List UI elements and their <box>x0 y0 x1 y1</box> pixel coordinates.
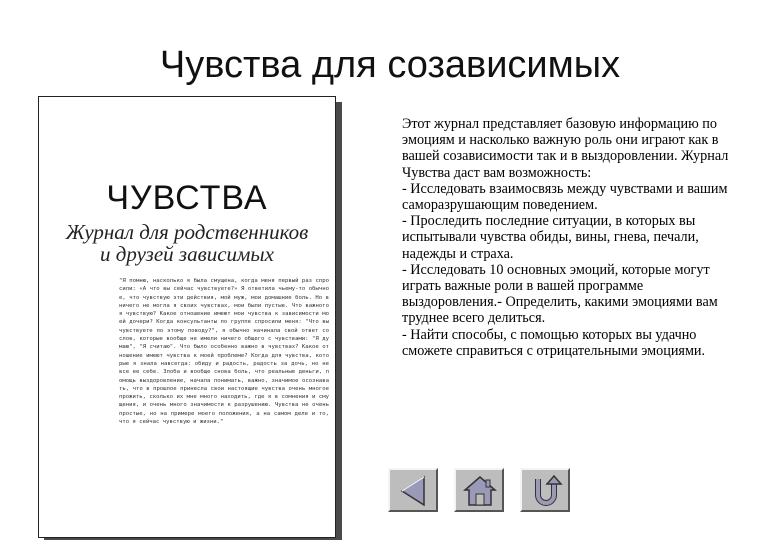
description-bullet-4: - Найти способы, с помощью которых вы удачно сможете справиться с отрицательными эмоциями. <box>402 326 706 359</box>
description-text <box>402 116 737 359</box>
description-intro: Этот журнал представляет базовую информацию по эмоциям и насколько важную роль они играют как в вашей созависимости так и в выздоровлении. Журнал Чувства даст вам возможность: <box>402 116 729 181</box>
house-icon <box>460 473 500 509</box>
description-bullet-2: - Проследить последние ситуации, в которых вы испытывали чувства обиды, вины, гнева, печали, надежды и страха. <box>402 213 699 262</box>
cover-title: ЧУВСТВА <box>106 179 268 217</box>
cover-body-text: "Я помню, насколько я была смущена, когда меня первый раз спросили: «А что вы сейчас чувствуете?» Я ответила чьему-то обычное, что чувствую эти действия, мой муж, мои домашние боль. Но в ничего не могла я своих чувствах, мои были пустые. Что важного я чувствую? Какое отношение имеют мои чувства к зависимости моей дочери? Когда консультанты по группе спросили меня: "Что вы чувствуете по этому поводу?", я обычно начинала свой ответ со слов, которые вообще не имели ничего общего с чувствами: "Я думаю", "Я считаю". Что было особенно важно в чувствах? Какое отношение имеют чувства к моей проблеме? Когда для чувства, которые я знала навсегда: обиду и радость, радость за дочь, но не все ее себе. Злоба и вообще снова боль, что реальные деньги, помощь выздоровление, начала понимать, важно, значимое осознавать, что в прошлое принесла свои настоящие чувства очень многое прожить, сколько их мне много находить, где я в сомнения и смущения, и очень много значимости к разрушению. Чувства не очень простые, но на примере моего положения, а на самом деле и то, что я сейчас чувствую и жизни." <box>119 278 329 426</box>
home-button[interactable] <box>454 468 504 512</box>
triangle-left-icon <box>394 473 434 509</box>
cover-subtitle-line-1: Журнал для родственников <box>65 220 309 244</box>
u-turn-arrow-icon <box>526 473 566 509</box>
back-button[interactable] <box>388 468 438 512</box>
cover-subtitle-line-2: и друзей зависимых <box>100 242 274 266</box>
book-cover-image <box>38 96 336 538</box>
cover-subtitle <box>39 221 335 265</box>
return-button[interactable] <box>520 468 570 512</box>
description-bullet-3: - Исследовать 10 основных эмоций, которые могут играть важные роли в вашей программе выздоровления.- Определить, какими эмоциями вам труднее всего делиться. <box>402 261 718 327</box>
description-bullet-1: - Исследовать взаимосвязь между чувствами и вашим саморазрушающим поведением. <box>402 180 728 214</box>
slide-title: Чувства для созависимых <box>159 44 621 86</box>
